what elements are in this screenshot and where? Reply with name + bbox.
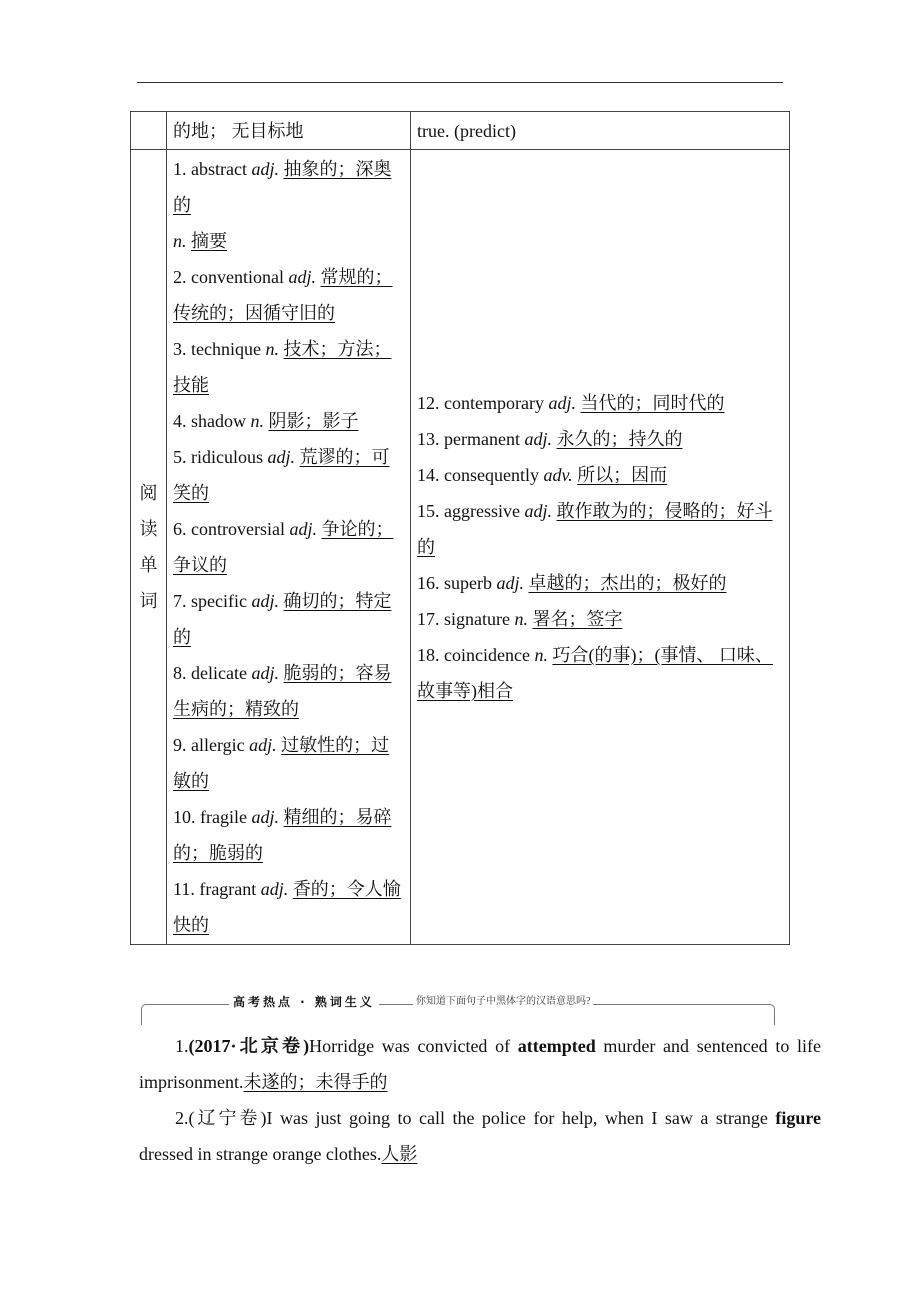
- vocab-word: 4. shadow: [173, 411, 251, 431]
- vocab-meaning: 巧合(的事)；(事情、 口味、 故事等)相合: [417, 645, 773, 701]
- vocab-meaning: 敢作敢为的；侵略的；好斗的: [417, 501, 773, 557]
- section-label-char: 词: [139, 591, 158, 611]
- vocab-word: 17. signature: [417, 609, 515, 629]
- section-banner: [141, 993, 775, 1023]
- example-text: dressed in strange orange clothes.: [139, 1144, 382, 1164]
- part-of-speech: n.: [265, 339, 284, 359]
- part-of-speech: adj.: [496, 573, 529, 593]
- part-of-speech: adj.: [289, 519, 322, 539]
- example-sentence: [139, 1100, 821, 1172]
- banner-hint: 你知道下面句子中黑体字的汉语意思吗?: [413, 992, 593, 1007]
- vocab-entry: [173, 871, 404, 943]
- vocab-meaning: 当代的；同时代的: [580, 393, 725, 413]
- right-vocab-cell: [411, 150, 790, 945]
- vocab-entry: [417, 457, 783, 493]
- vocab-meaning: 香的；令人愉快的: [173, 879, 401, 935]
- banner-title: 高考热点 · 熟词生义: [229, 993, 379, 1010]
- vocab-meaning: 署名；签字: [532, 609, 623, 629]
- vocab-word: 5. ridiculous: [173, 447, 268, 467]
- vocab-entry: [173, 439, 404, 511]
- vocab-word: 1. abstract: [173, 159, 252, 179]
- vocab-entry: [417, 601, 783, 637]
- vocab-meaning: 争论的；争议的: [173, 519, 394, 575]
- part-of-speech: adv.: [543, 465, 578, 485]
- vocab-meaning: 精细的；易碎的；脆弱的: [173, 807, 392, 863]
- left-vocab-cell: [167, 150, 411, 945]
- vocab-entry: [417, 565, 783, 601]
- vocab-entry: [173, 403, 404, 439]
- vocab-word: 16. superb: [417, 573, 497, 593]
- vocab-entry: [173, 331, 404, 403]
- vocab-entry: [173, 511, 404, 583]
- vocab-word: 10. fragile: [173, 807, 252, 827]
- cell: true. (predict): [411, 112, 790, 150]
- vocab-meaning: 所以；因而: [577, 465, 668, 485]
- bold-word: attempted: [517, 1036, 596, 1056]
- part-of-speech: adj.: [260, 879, 293, 899]
- cell: 的地； 无目标地: [167, 112, 411, 150]
- example-text: murder and sentenced to life imprisonment.: [139, 1036, 821, 1092]
- part-of-speech: adj.: [249, 735, 282, 755]
- example-answer: 未遂的；未得手的: [243, 1072, 388, 1092]
- part-of-speech: n.: [250, 411, 269, 431]
- section-label: [131, 150, 167, 945]
- part-of-speech: adj.: [251, 663, 284, 683]
- table-row: [131, 150, 790, 945]
- part-of-speech: adj.: [251, 591, 284, 611]
- header-rule: [137, 82, 783, 83]
- vocab-meaning: 阴影；影子: [268, 411, 359, 431]
- vocab-word: 8. delicate: [173, 663, 252, 683]
- vocab-word: 6. controversial: [173, 519, 290, 539]
- section-label-char: 阅: [139, 483, 158, 503]
- section-label-char: 单: [139, 555, 158, 575]
- part-of-speech: adj.: [524, 501, 557, 521]
- vocab-meaning: 卓越的；杰出的；极好的: [528, 573, 727, 593]
- vocab-word: 3. technique: [173, 339, 266, 359]
- vocab-meaning: 常规的；传统的；因循守旧的: [173, 267, 393, 323]
- vocab-meaning: 抽象的；深奥的: [173, 159, 392, 215]
- part-of-speech: n.: [534, 645, 553, 665]
- vocab-entry: [173, 259, 404, 331]
- example-number: 2.: [175, 1108, 189, 1128]
- example-sentence: [139, 1028, 821, 1100]
- vocab-entry: [173, 655, 404, 727]
- section-label-char: 读: [139, 519, 158, 539]
- vocab-entry: [417, 493, 783, 565]
- part-of-speech: n.: [173, 231, 191, 251]
- vocab-word: 13. permanent: [417, 429, 525, 449]
- example-answer: 人影: [381, 1144, 418, 1164]
- vocab-word: 11. fragrant: [173, 879, 261, 899]
- table-row: [131, 112, 790, 150]
- part-of-speech: adj.: [251, 807, 284, 827]
- vocab-word: 12. contemporary: [417, 393, 549, 413]
- vocab-entry: [173, 799, 404, 871]
- example-number: 1.: [175, 1036, 189, 1056]
- example-source: (辽宁卷): [188, 1108, 267, 1128]
- vocab-entry-extra: [173, 223, 404, 259]
- vocab-word: 9. allergic: [173, 735, 250, 755]
- vocab-meaning: 荒谬的；可笑的: [173, 447, 390, 503]
- part-of-speech: adj.: [267, 447, 300, 467]
- vocab-meaning: 摘要: [191, 231, 227, 251]
- vocab-table: [130, 111, 790, 945]
- part-of-speech: n.: [514, 609, 533, 629]
- vocab-word: 14. consequently: [417, 465, 544, 485]
- part-of-speech: adj.: [251, 159, 284, 179]
- vocab-entry: [417, 385, 783, 421]
- example-text: Horridge was convicted of: [309, 1036, 518, 1056]
- vocab-meaning: 过敏性的；过敏的: [173, 735, 390, 791]
- vocab-word: 18. coincidence: [417, 645, 535, 665]
- bold-word: figure: [775, 1108, 821, 1128]
- vocab-entry: [173, 151, 404, 223]
- vocab-meaning: 技术；方法；技能: [173, 339, 392, 395]
- vocab-entry: [173, 727, 404, 799]
- vocab-word: 15. aggressive: [417, 501, 525, 521]
- part-of-speech: adj.: [288, 267, 321, 287]
- vocab-word: 7. specific: [173, 591, 252, 611]
- vocab-meaning: 脆弱的；容易生病的；精致的: [173, 663, 392, 719]
- vocab-meaning: 永久的；持久的: [556, 429, 683, 449]
- example-source: (2017·北京卷): [188, 1036, 310, 1056]
- part-of-speech: adj.: [524, 429, 557, 449]
- vocab-word: 2. conventional: [173, 267, 289, 287]
- vocab-entry: [417, 421, 783, 457]
- example-text: I was just going to call the police for help, when I saw a strange: [266, 1108, 776, 1128]
- vocab-entry: [173, 583, 404, 655]
- vocab-meaning: 确切的；特定的: [173, 591, 392, 647]
- part-of-speech: adj.: [548, 393, 581, 413]
- vocab-entry: [417, 637, 783, 709]
